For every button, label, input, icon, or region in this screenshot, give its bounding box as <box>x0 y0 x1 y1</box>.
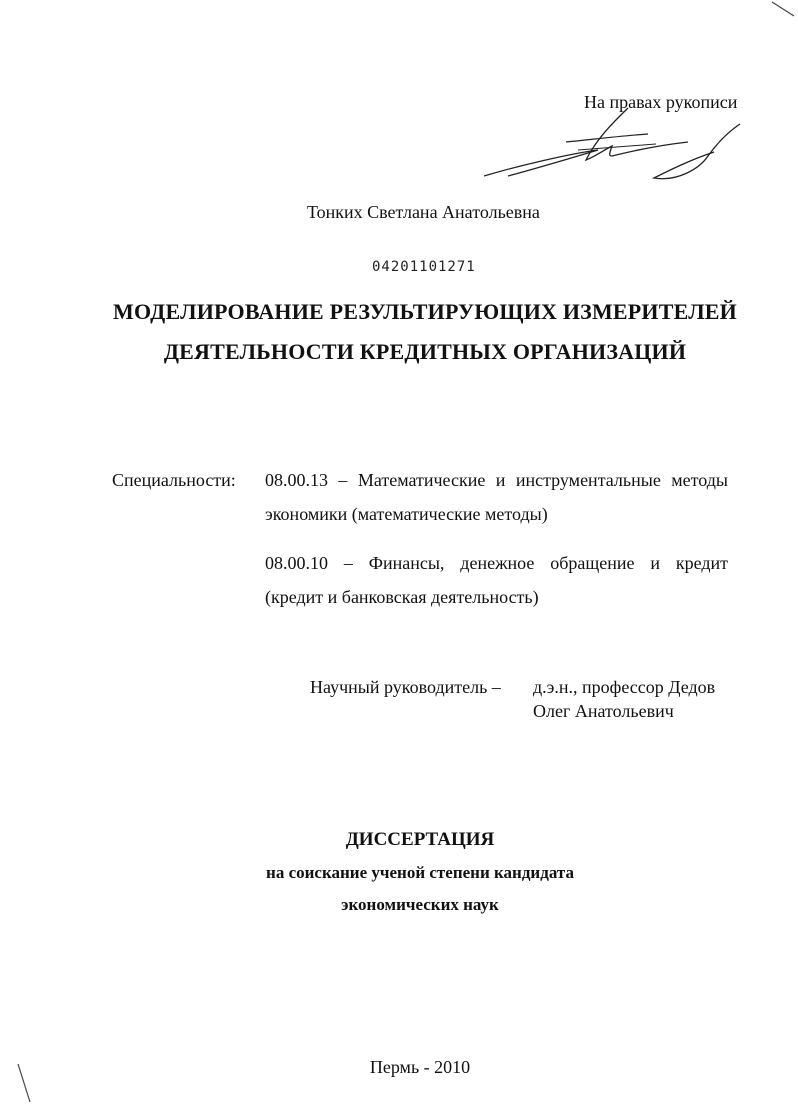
supervisor-name-line-2: Олег Анатольевич <box>533 701 674 721</box>
scan-mark-top-right <box>770 0 798 20</box>
scan-mark-bottom-left <box>14 1062 38 1105</box>
specialty-line-1: 08.00.13 – Математические и инструментальные методы <box>265 470 728 490</box>
catalog-code: 04201101271 <box>372 259 476 275</box>
title-line-1: МОДЕЛИРОВАНИЕ РЕЗУЛЬТИРУЮЩИХ ИЗМЕРИТЕЛЕЙ <box>113 299 737 324</box>
signature-image <box>478 106 748 188</box>
specialty-line-2: экономики (математические методы) <box>265 504 548 524</box>
specialties-label: Специальности: <box>112 470 236 490</box>
supervisor-name-line-1: д.э.н., профессор Дедов <box>533 677 716 697</box>
dissertation-heading: ДИССЕРТАЦИЯ <box>345 829 495 850</box>
manuscript-note: На правах рукописи <box>584 92 738 112</box>
city-year: Пермь - 2010 <box>369 1057 471 1077</box>
supervisor-label: Научный руководитель – <box>310 677 501 697</box>
degree-line-1: на соискание ученой степени кандидата <box>266 863 574 882</box>
specialty-item <box>265 463 728 531</box>
author-name: Тонких Светлана Анатольевна <box>307 202 540 222</box>
title-line-2: ДЕЯТЕЛЬНОСТИ КРЕДИТНЫХ ОРГАНИЗАЦИЙ <box>163 339 687 364</box>
specialty-line-1: 08.00.10 – Финансы, денежное обращение и кредит <box>265 553 728 573</box>
specialty-item <box>265 546 728 614</box>
degree-line-2: экономических наук <box>341 895 499 914</box>
specialty-line-2: (кредит и банковская деятельность) <box>265 587 539 607</box>
